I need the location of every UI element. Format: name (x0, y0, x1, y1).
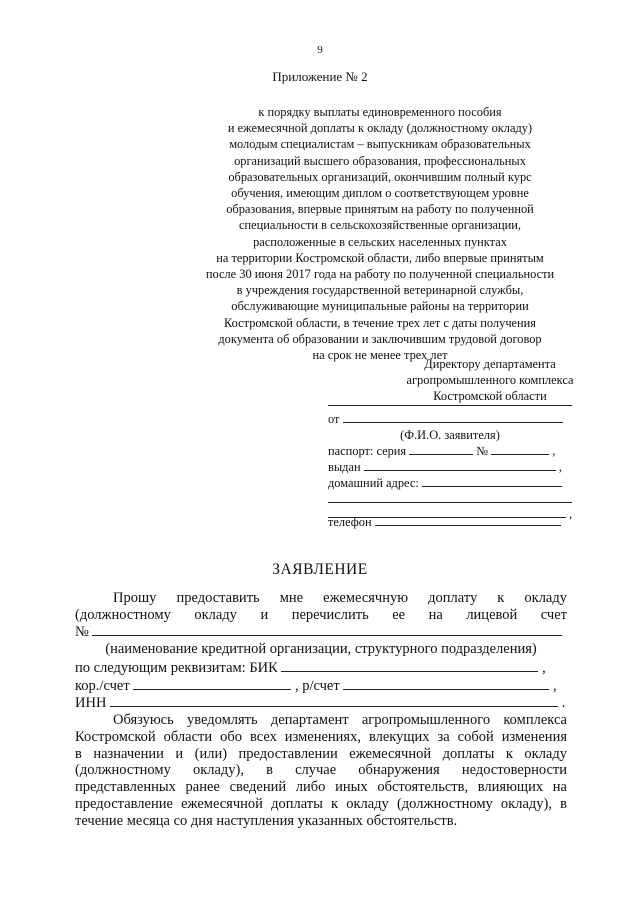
corr-account-row (75, 678, 567, 695)
inn-row (75, 695, 567, 712)
appendix-line: обучения, имеющим диплом о соответствующем уровне (231, 186, 529, 201)
statement-title: ЗАЯВЛЕНИЕ (272, 561, 368, 578)
obligation-line: Костромской области обо всех изменениях, влекущих за собой изменения (75, 728, 567, 745)
period: . (561, 695, 566, 711)
obligation-paragraph (75, 712, 567, 830)
appendix-line: расположенные в сельских населенных пунктах (253, 234, 507, 249)
appendix-line: образования, впервые принятым на работу по полученной (226, 202, 534, 217)
appendix-line: на территории Костромской области, либо впервые принятым (216, 250, 544, 265)
appendix-line: специальности в сельскохозяйственные организации, (239, 218, 521, 233)
issued-label: выдан (328, 460, 361, 474)
bik-field[interactable] (281, 671, 538, 672)
comma: , (552, 678, 557, 694)
address-line-2 (328, 492, 572, 507)
comma: , (542, 660, 546, 676)
account-number-field[interactable] (92, 635, 562, 636)
address-row (328, 476, 572, 491)
from-label: от (328, 412, 340, 426)
blank-line-top (328, 395, 572, 410)
statement-line-1: Прошу предоставить мне ежемесячную доплату к окладу (113, 590, 567, 606)
appendix-line: к порядку выплаты единовременного пособия (258, 105, 502, 119)
corr-account-field[interactable] (133, 689, 291, 690)
obligation-line: Обязуюсь уведомлять департамент агропромышленного комплекса (113, 712, 567, 728)
appendix-line: образовательных организаций, окончившим полный курс (228, 169, 532, 184)
bank-caption: (наименование кредитной организации, структурного подразделения) (105, 641, 537, 657)
passport-number-label: № (476, 444, 489, 458)
issued-row (328, 460, 572, 475)
addressee-line: Костромской области (433, 389, 547, 403)
inn-label: ИНН (75, 695, 107, 711)
account-row (75, 624, 567, 641)
bik-row (75, 660, 567, 677)
from-field[interactable] (343, 422, 563, 423)
obligation-line: течение месяца со дня наступления указанных обстоятельств. (75, 812, 458, 829)
passport-number-field[interactable] (491, 454, 549, 455)
passport-series-label: паспорт: серия (328, 444, 407, 458)
page-number: 9 (317, 44, 323, 56)
appendix-line: обслуживающие муниципальные районы на территории (231, 299, 529, 314)
appendix-title: Приложение № 2 (272, 69, 368, 84)
fio-caption: (Ф.И.О. заявителя) (400, 428, 500, 442)
appendix-line: организаций высшего образования, профессиональных (234, 153, 526, 168)
bik-label: по следующим реквизитам: БИК (75, 660, 278, 676)
comma: , (569, 507, 573, 521)
comma: , (552, 444, 556, 458)
address-field-2[interactable] (328, 502, 572, 503)
obligation-line: предоставление ежемесячной доплаты к окладу (должностному окладу), в (75, 795, 567, 812)
appendix-line: Костромской области, в течение трех лет с даты получения (223, 315, 537, 330)
addressee-line: агропромышленного комплекса (406, 373, 574, 387)
obligation-line: (должностному окладу), в случае обнаружения недостоверности (75, 762, 567, 779)
from-row (328, 412, 572, 427)
obligation-line: представленных ранее сведений либо иных обстоятельств, влияющих на (75, 779, 567, 796)
appendix-description (170, 104, 590, 363)
obligation-line: в назначении и (или) предоставлении ежемесячной доплаты к окладу (75, 745, 567, 762)
phone-label: телефон (328, 515, 372, 529)
appendix-line: и ежемесячной доплаты к окладу (должностному окладу) (227, 121, 533, 136)
comma: , (558, 460, 562, 474)
passport-series-field[interactable] (409, 454, 473, 455)
phone-row (328, 515, 572, 530)
appendix-line: в учреждения государственной ветеринарной службы, (236, 283, 524, 298)
passport-row (328, 444, 572, 459)
issued-field[interactable] (364, 470, 556, 471)
phone-field[interactable] (375, 525, 561, 526)
appendix-line: на срок не менее трех лет (312, 348, 448, 363)
appendix-line: после 30 июня 2017 года на работу по полученной специальности (205, 267, 555, 282)
settlement-account-label: , р/счет (294, 678, 340, 694)
statement-line-2: (должностному окладу и перечислить ее на лицевой счет (75, 607, 567, 623)
number-sign: № (75, 624, 89, 640)
settlement-account-field[interactable] (343, 689, 549, 690)
corr-account-label: кор./счет (75, 678, 130, 694)
appendix-line: документа об образовании и заключившим трудовой договор (218, 331, 542, 346)
appendix-line: молодым специалистам – выпускникам образовательных (229, 137, 531, 152)
addressee-line: Директору департамента (424, 357, 556, 371)
address-label: домашний адрес: (328, 476, 419, 490)
inn-field[interactable] (110, 706, 558, 707)
address-field[interactable] (422, 486, 562, 487)
